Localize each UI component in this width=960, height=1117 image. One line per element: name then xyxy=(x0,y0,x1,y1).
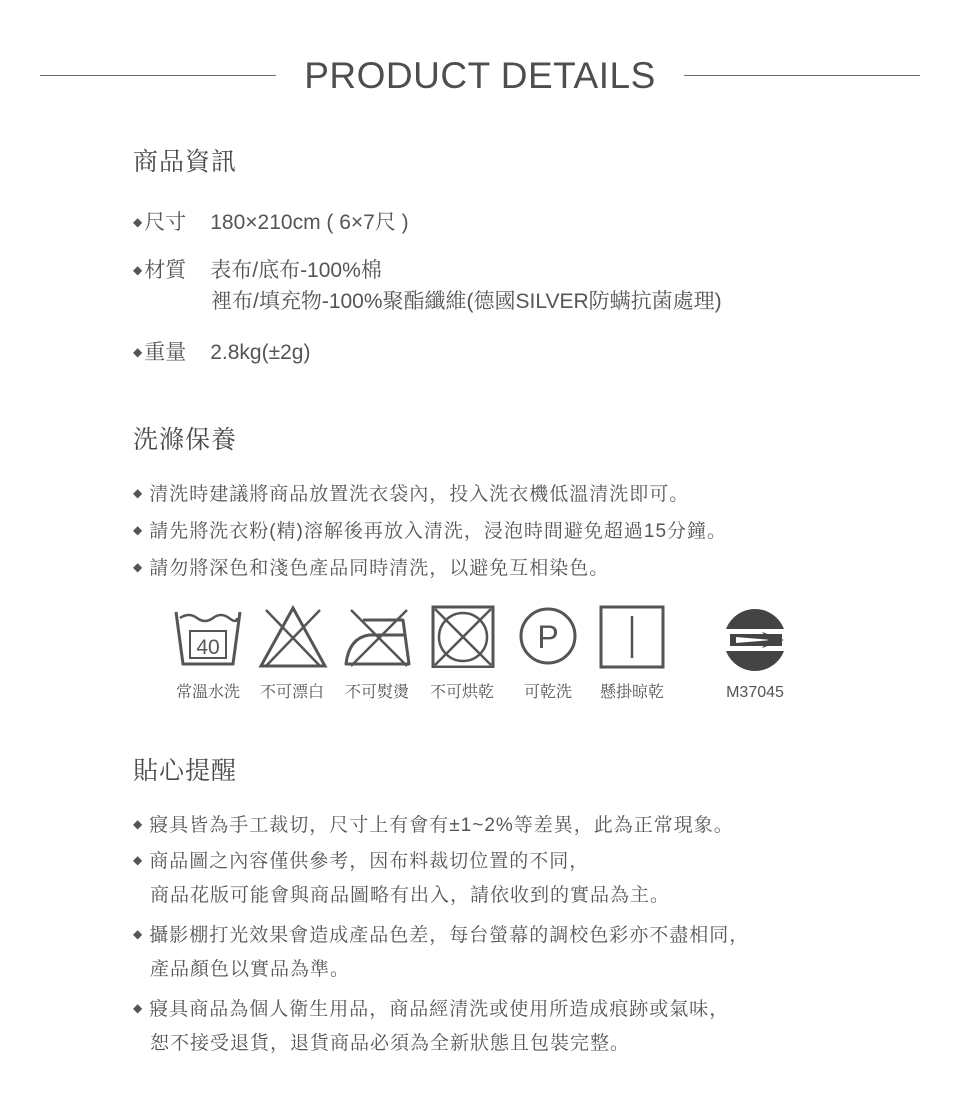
care-item xyxy=(133,479,689,509)
bullet: ◆ xyxy=(133,927,144,941)
icon-label-dry-clean: 可乾洗 xyxy=(523,684,573,701)
bullet: ◆ xyxy=(133,523,144,537)
product-info-title: 商品資訊 xyxy=(133,148,238,176)
bullet: ◆ xyxy=(133,215,143,229)
icon-label-no-bleach: 不可漂白 xyxy=(259,684,325,701)
hang-dry-icon xyxy=(598,604,666,670)
wash-temp-number: 40 xyxy=(196,636,220,659)
care-item-text: 請勿將深色和淺色產品同時清洗，以避免互相染色。 xyxy=(149,558,610,579)
bullet: ◆ xyxy=(133,345,143,359)
notes-title: 貼心提醒 xyxy=(133,757,238,785)
spec-material-line2: 裡布/填充物-100%聚酯纖維(德國SILVER防螨抗菌處理) xyxy=(211,290,722,313)
note-item xyxy=(133,810,734,840)
spec-size-value: 180×210cm ( 6×7尺 ) xyxy=(210,211,409,234)
bullet: ◆ xyxy=(133,853,144,867)
bullet: ◆ xyxy=(133,263,143,277)
icon-label-certification: M37045 xyxy=(726,684,784,701)
note-item-text: 寢具皆為手工裁切，尺寸上有會有±1~2%等差異，此為正常現象。 xyxy=(149,815,734,836)
dry-clean-icon xyxy=(517,604,579,668)
note-item xyxy=(133,920,749,950)
spec-weight-label: 重量 xyxy=(144,341,187,364)
no-iron-icon xyxy=(343,604,413,668)
care-item-text: 請先將洗衣粉(精)溶解後再放入清洗，浸泡時間避免超過15分鐘。 xyxy=(149,521,728,542)
no-bleach-icon xyxy=(258,604,328,668)
care-item-text: 清洗時建議將商品放置洗衣袋內，投入洗衣機低溫清洗即可。 xyxy=(149,484,690,505)
care-item xyxy=(133,553,609,583)
spec-size xyxy=(133,207,409,238)
bullet: ◆ xyxy=(133,486,144,500)
icon-label-no-iron: 不可熨燙 xyxy=(344,684,410,701)
spec-weight xyxy=(133,337,310,368)
header-rule-right xyxy=(684,75,920,76)
note-item-text: 寢具商品為個人衛生用品，商品經清洗或使用所造成痕跡或氣味， xyxy=(149,999,730,1020)
wash-40-icon xyxy=(173,604,243,668)
note-item xyxy=(133,846,589,876)
icon-label-hang-dry: 懸掛晾乾 xyxy=(599,684,665,701)
bullet: ◆ xyxy=(133,1001,144,1015)
spec-material-label: 材質 xyxy=(144,259,187,282)
page-title: PRODUCT DETAILS xyxy=(304,55,656,96)
icon-label-wash: 常溫水洗 xyxy=(175,684,241,701)
bullet: ◆ xyxy=(133,817,144,831)
note-item-text: 攝影棚打光效果會造成產品色差，每台螢幕的調校色彩亦不盡相同， xyxy=(149,925,750,946)
no-tumble-dry-icon xyxy=(430,604,496,668)
spec-material xyxy=(133,255,382,286)
care-title: 洗滌保養 xyxy=(133,426,238,454)
bullet: ◆ xyxy=(133,560,144,574)
spec-weight-value: 2.8kg(±2g) xyxy=(210,341,311,364)
spec-material-line1: 表布/底布-100%棉 xyxy=(210,259,382,282)
spec-size-label: 尺寸 xyxy=(144,211,187,234)
note-item-continuation: 恕不接受退貨，退貨商品必須為全新狀態且包裝完整。 xyxy=(150,1033,631,1054)
icon-label-no-tumble-dry: 不可烘乾 xyxy=(429,684,495,701)
care-item xyxy=(133,516,727,546)
dry-clean-letter: P xyxy=(537,619,559,655)
note-item-continuation: 產品顏色以實品為準。 xyxy=(150,959,351,980)
certification-mark-icon xyxy=(722,607,788,673)
note-item xyxy=(133,994,729,1024)
note-item-continuation: 商品花版可能會與商品圖略有出入，請依收到的實品為主。 xyxy=(150,885,671,906)
note-item-text: 商品圖之內容僅供參考，因布料裁切位置的不同， xyxy=(149,851,590,872)
